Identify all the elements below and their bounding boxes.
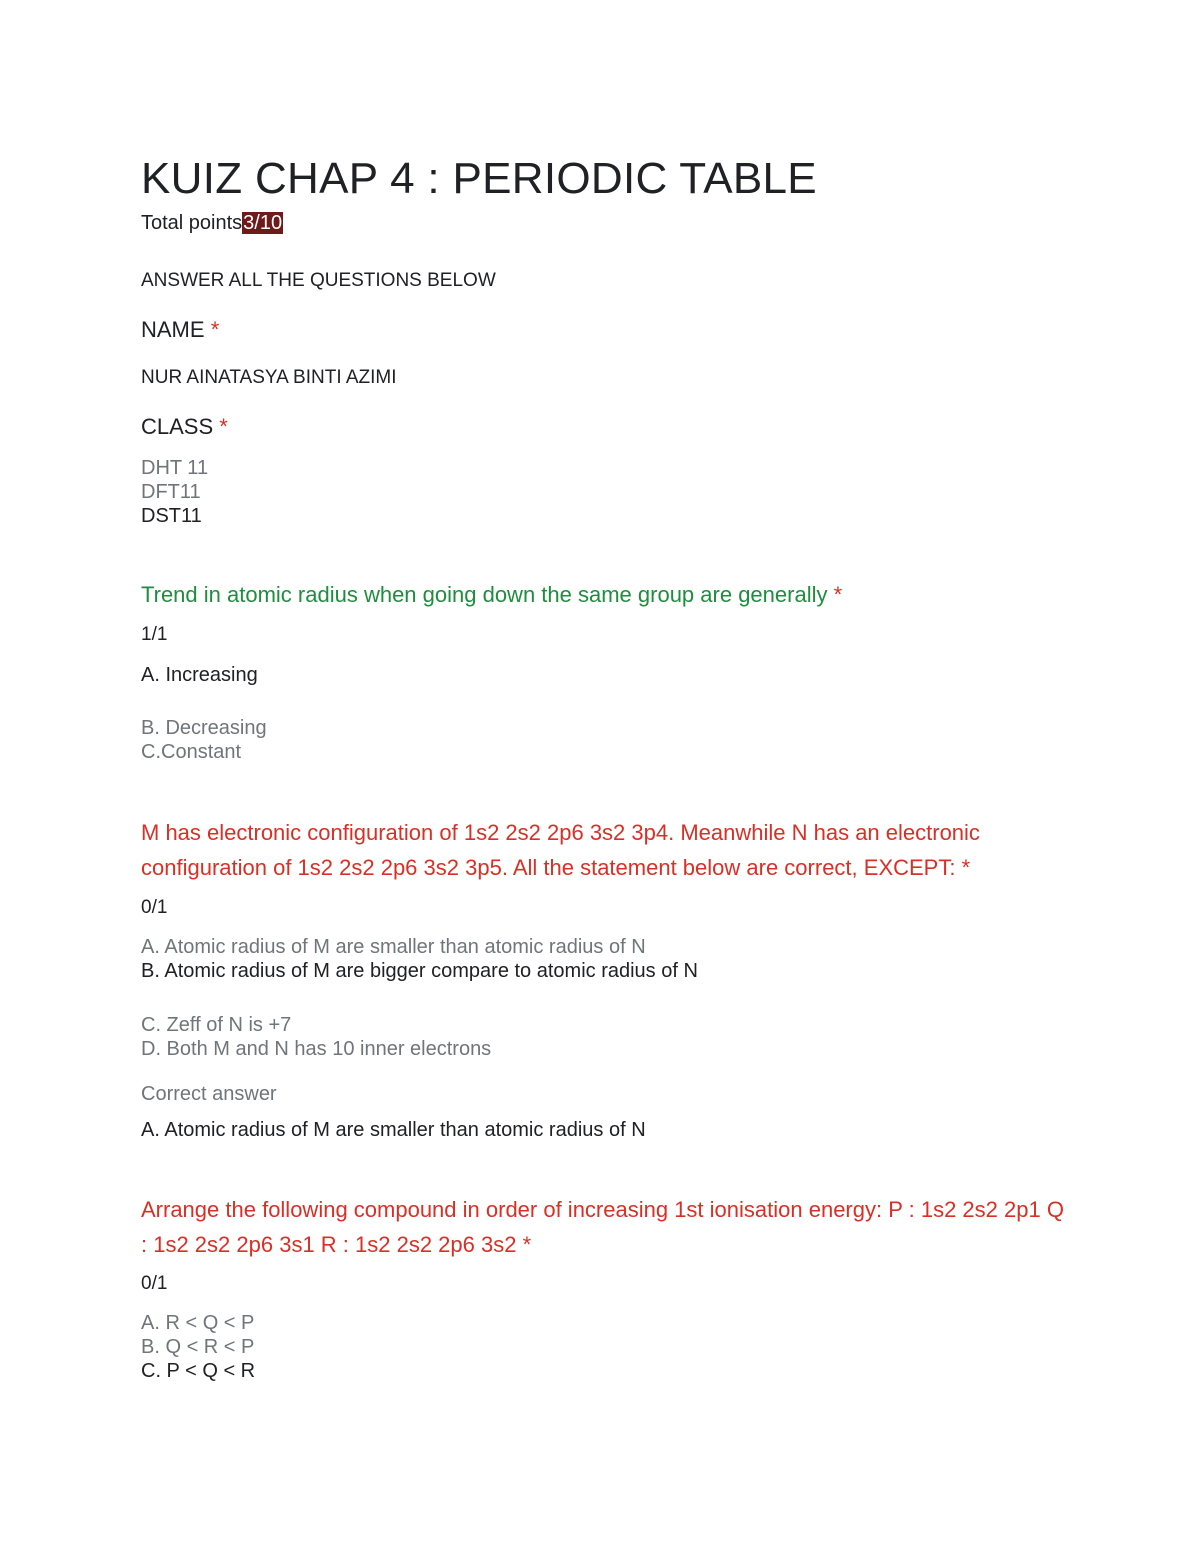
name-field-value: NUR AINATASYA BINTI AZIMI — [141, 367, 397, 388]
question-3-option[interactable]: B. Q < R < P — [141, 1336, 255, 1358]
correct-answer-label: Correct answer — [141, 1083, 277, 1105]
question-2-option[interactable]: A. Atomic radius of M are smaller than atomic radius of N — [141, 936, 646, 958]
required-asterisk: * — [833, 582, 843, 607]
question-1-score: 1/1 — [141, 624, 168, 645]
required-asterisk: * — [219, 414, 228, 439]
question-2-option-selected[interactable]: B. Atomic radius of M are bigger compare to atomic radius of N — [141, 960, 698, 982]
required-asterisk: * — [210, 317, 220, 342]
question-2-option[interactable]: D. Both M and N has 10 inner electrons — [141, 1038, 492, 1060]
class-field-label: CLASS * — [141, 414, 228, 439]
question-1-text: Trend in atomic radius when going down the same group are generally * — [141, 582, 843, 607]
class-option[interactable]: DHT 11 — [141, 457, 209, 479]
question-1-option-selected[interactable]: A. Increasing — [141, 664, 258, 686]
question-2-score: 0/1 — [141, 897, 168, 918]
required-asterisk: * — [961, 855, 971, 880]
question-3-option-selected[interactable]: C. P < Q < R — [141, 1360, 256, 1382]
question-1-option[interactable]: C.Constant — [141, 741, 242, 763]
question-3-option[interactable]: A. R < Q < P — [141, 1312, 255, 1334]
class-option-selected[interactable]: DST11 — [141, 505, 202, 527]
required-asterisk: * — [522, 1232, 532, 1257]
question-3-text: Arrange the following compound in order of increasing 1st ionisation energy: P : 1s2 2s2 2p1 Q : 1s2 2s2 2p6 3s1 R : 1s2 2s2 2p6 3s2 * — [141, 1197, 1064, 1257]
correct-answer-value: A. Atomic radius of M are smaller than atomic radius of N — [141, 1119, 646, 1141]
total-points-label: Total points — [141, 212, 243, 234]
question-2-option[interactable]: C. Zeff of N is +7 — [141, 1014, 292, 1036]
class-option[interactable]: DFT11 — [141, 481, 201, 503]
question-1-option[interactable]: B. Decreasing — [141, 717, 267, 739]
total-points — [141, 211, 283, 235]
question-2-text: M has electronic configuration of 1s2 2s2 2p6 3s2 3p4. Meanwhile N has an electronic configuration of 1s2 2s2 2p6 3s2 3p5. All the statement below are correct, EXCEPT: * — [141, 820, 980, 880]
score-badge: 3/10 — [243, 212, 283, 234]
question-3-score: 0/1 — [141, 1273, 168, 1294]
name-field-label: NAME * — [141, 317, 220, 342]
quiz-instructions: ANSWER ALL THE QUESTIONS BELOW — [141, 270, 496, 291]
quiz-title: KUIZ CHAP 4 : PERIODIC TABLE — [141, 154, 817, 203]
